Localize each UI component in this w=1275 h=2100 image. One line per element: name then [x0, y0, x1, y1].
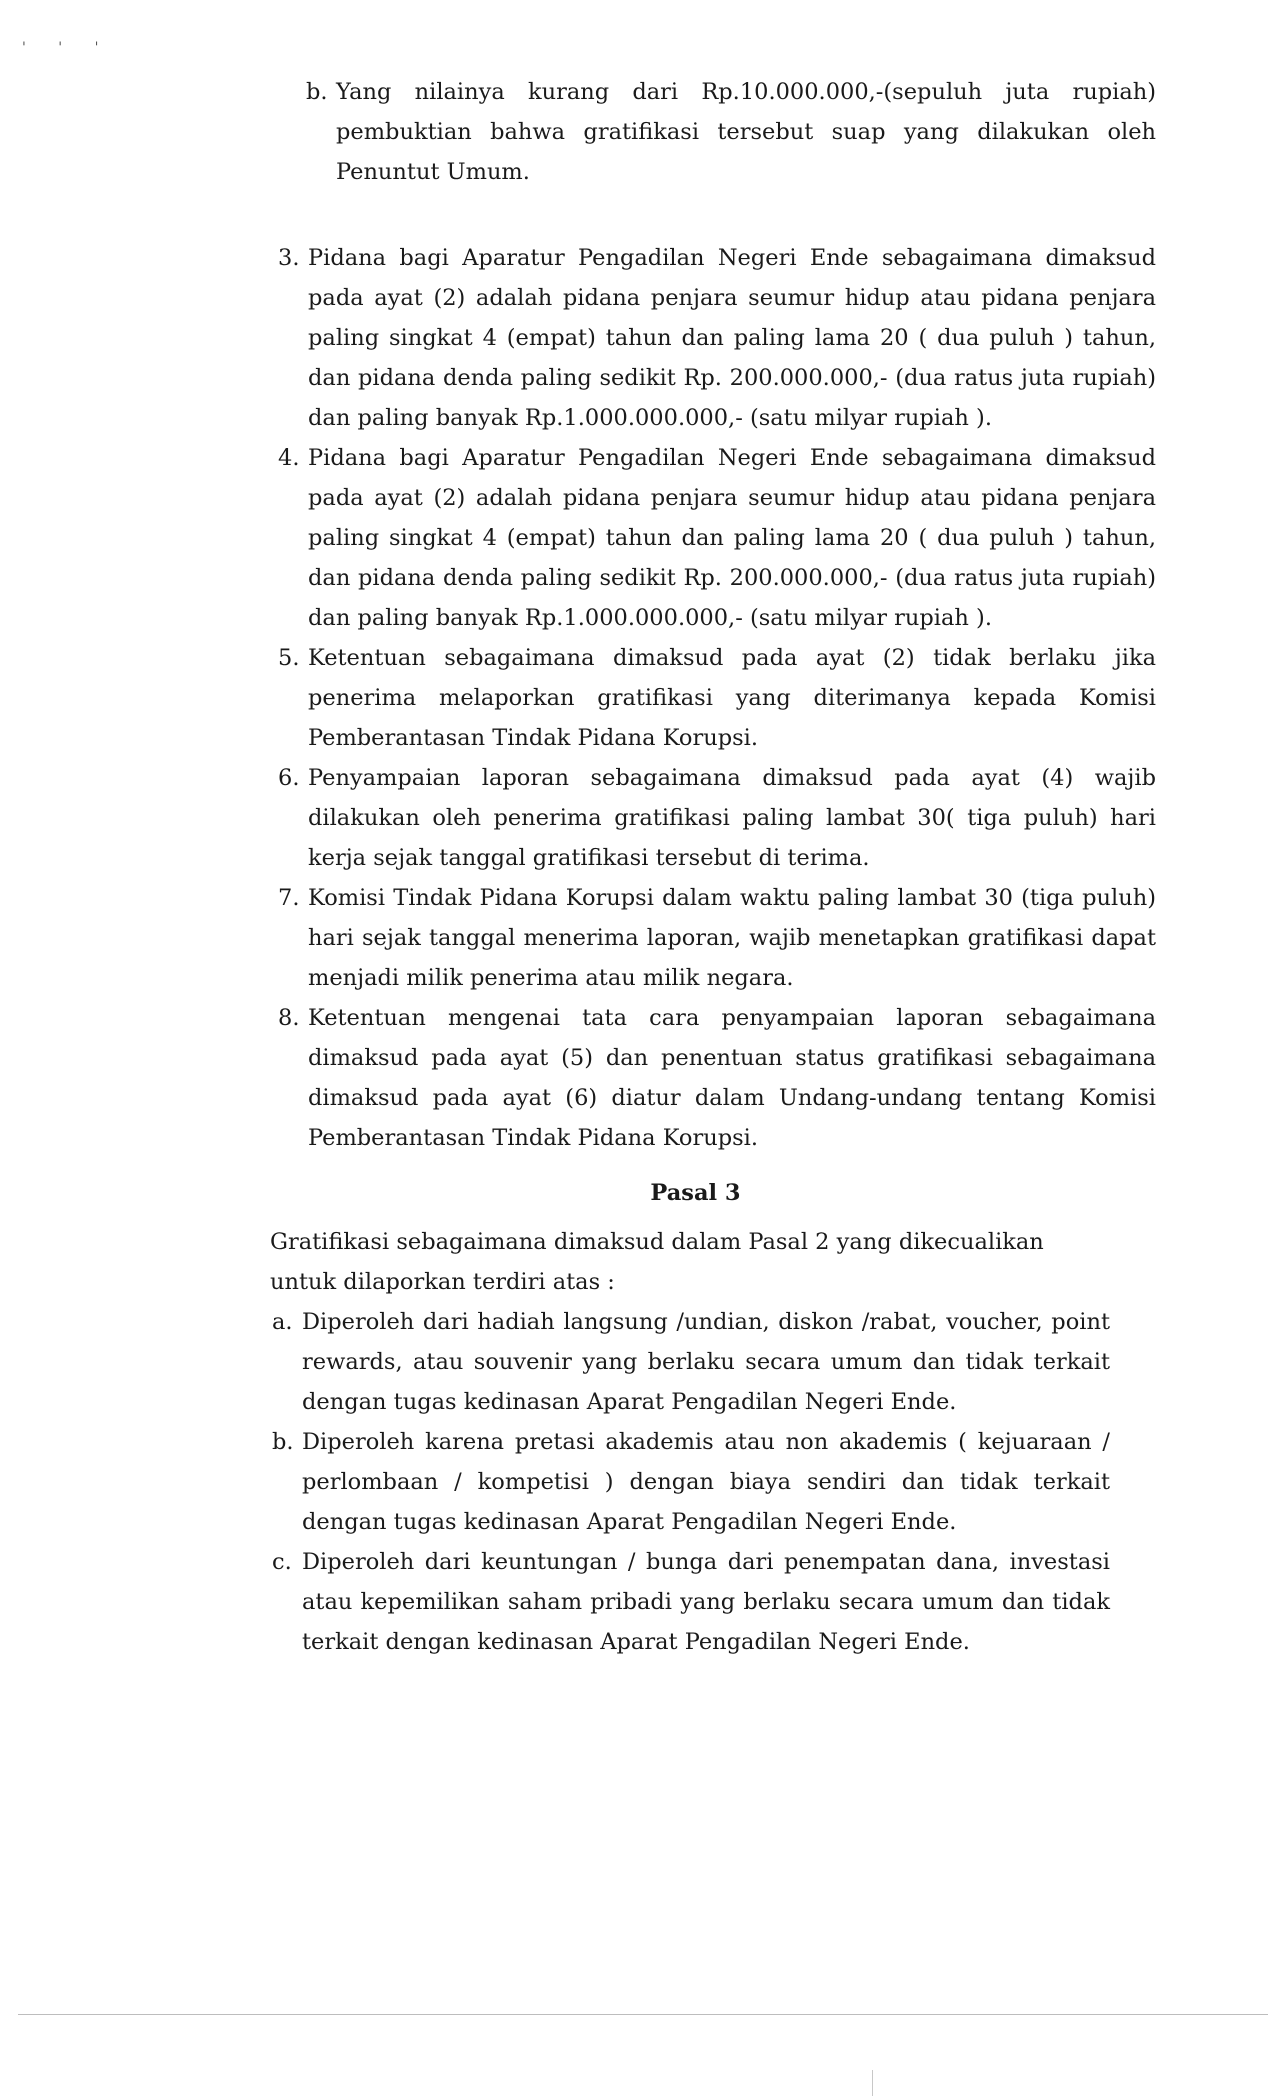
list-item-text: Pidana bagi Aparatur Pengadilan Negeri Ende sebagaimana dimaksud pada ayat (2) adalah pidana penjara seumur hidup atau pidana penjara paling singkat 4 (empat) tahun dan paling lama 20 ( dua puluh ) tahun, dan pidana denda paling sedikit Rp. 200.000.000,- (dua ratus juta rupiah) dan paling banyak Rp.1.000.000.000,- (satu milyar rupiah ). [308, 245, 1156, 431]
list-marker: 3. [278, 245, 300, 271]
list-item [272, 1302, 1110, 1422]
list-item [278, 638, 1156, 758]
list-marker: 5. [278, 645, 300, 671]
list-marker: b. [272, 1429, 294, 1455]
list-item-text: Pidana bagi Aparatur Pengadilan Negeri Ende sebagaimana dimaksud pada ayat (2) adalah pidana penjara seumur hidup atau pidana penjara paling singkat 4 (empat) tahun dan paling lama 20 ( dua puluh ) tahun, dan pidana denda paling sedikit Rp. 200.000.000,- (dua ratus juta rupiah) dan paling banyak Rp.1.000.000.000,- (satu milyar rupiah ). [308, 445, 1156, 631]
numbered-list [278, 238, 1156, 1158]
list-item-text: Diperoleh dari hadiah langsung /undian, diskon /rabat, voucher, point rewards, atau souvenir yang berlaku secara umum dan tidak terkait dengan tugas kedinasan Aparat Pengadilan Negeri Ende. [302, 1309, 1110, 1415]
list-item-text: Diperoleh karena pretasi akademis atau non akademis ( kejuaraan / perlombaan / kompetisi ) dengan biaya sendiri dan tidak terkait dengan tugas kedinasan Aparat Pengadilan Negeri Ende. [302, 1429, 1110, 1535]
list-item [278, 438, 1156, 638]
list-item [278, 758, 1156, 878]
section-b-continued [306, 72, 1156, 192]
scan-edge-line [18, 2014, 1268, 2015]
list-item [306, 72, 1156, 192]
pasal-3-heading: Pasal 3 [650, 1180, 741, 1206]
list-item [278, 238, 1156, 438]
scan-fold-mark [872, 2070, 873, 2096]
list-marker: 8. [278, 1005, 300, 1031]
list-marker: 6. [278, 765, 300, 791]
pasal-3-intro: Gratifikasi sebagaimana dimaksud dalam Pasal 2 yang dikecualikan untuk dilaporkan terdiri atas : [270, 1229, 1044, 1295]
list-item [278, 998, 1156, 1158]
list-marker: 4. [278, 445, 300, 471]
list-item [278, 878, 1156, 998]
list-marker: c. [272, 1549, 292, 1575]
list-item-text: Diperoleh dari keuntungan / bunga dari penempatan dana, investasi atau kepemilikan saham pribadi yang berlaku secara umum dan tidak terkait dengan kedinasan Aparat Pengadilan Negeri Ende. [302, 1549, 1110, 1655]
pasal-3-list [272, 1302, 1110, 1662]
list-item-text: Ketentuan sebagaimana dimaksud pada ayat (2) tidak berlaku jika penerima melaporkan gratifikasi yang diterimanya kepada Komisi Pemberantasan Tindak Pidana Korupsi. [308, 645, 1156, 751]
list-item-text: Yang nilainya kurang dari Rp.10.000.000,-(sepuluh juta rupiah) pembuktian bahwa gratifikasi tersebut suap yang dilakukan oleh Penuntut Umum. [336, 79, 1156, 185]
list-item [272, 1422, 1110, 1542]
list-marker: a. [272, 1309, 293, 1335]
list-item-text: Komisi Tindak Pidana Korupsi dalam waktu paling lambat 30 (tiga puluh) hari sejak tanggal menerima laporan, wajib menetapkan gratifikasi dapat menjadi milik penerima atau milik negara. [308, 885, 1156, 991]
scan-specks: ' ' ' [22, 40, 113, 56]
list-marker: b. [306, 79, 328, 105]
list-item [272, 1542, 1110, 1662]
list-item-text: Penyampaian laporan sebagaimana dimaksud pada ayat (4) wajib dilakukan oleh penerima gratifikasi paling lambat 30( tiga puluh) hari kerja sejak tanggal gratifikasi tersebut di terima. [308, 765, 1156, 871]
list-item-text: Ketentuan mengenai tata cara penyampaian laporan sebagaimana dimaksud pada ayat (5) dan penentuan status gratifikasi sebagaimana dimaksud pada ayat (6) diatur dalam Undang-undang tentang Komisi Pemberantasan Tindak Pidana Korupsi. [308, 1005, 1156, 1151]
list-marker: 7. [278, 885, 300, 911]
